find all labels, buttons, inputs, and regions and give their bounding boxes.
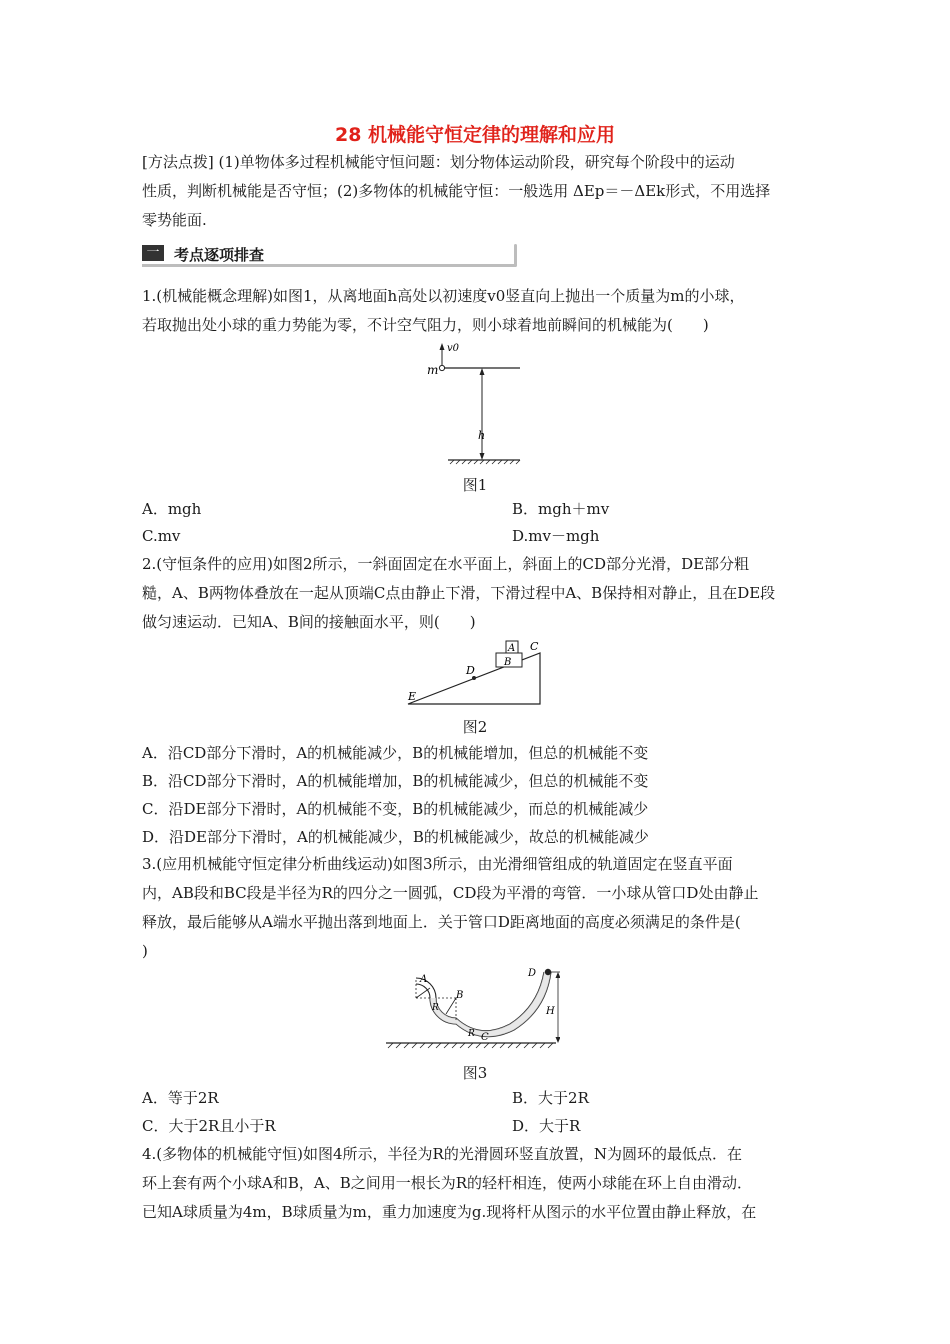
q1-line-2: 若取抛出处小球的重力势能为零，不计空气阻力，则小球着地前瞬间的机械能为( )	[142, 316, 709, 334]
fig3-label-r2: R	[468, 1029, 475, 1039]
question-4-text	[142, 1140, 812, 1227]
q3-line-1: 3.(应用机械能守恒定律分析曲线运动)如图3所示，由光滑细管组成的轨道固定在竖直平面	[142, 855, 733, 873]
intro-line-2: 性质，判断机械能是否守恒；(2)多物体的机械能守恒：一般选用 ΔEp＝－ΔEk形式，不用选择	[142, 182, 771, 200]
fig3-label-c: C	[481, 1032, 489, 1043]
fig3-label-d: D	[528, 968, 537, 979]
q4-line-1: 4.(多物体的机械能守恒)如图4所示，半径为R的光滑圆环竖直放置，N为圆环的最低点．在	[142, 1145, 742, 1163]
section-rule	[142, 264, 516, 267]
q3-line-4: )	[142, 942, 148, 960]
q1-option-d[interactable]: D.mv－mgh	[512, 527, 600, 545]
figure-1-caption: 图1	[462, 476, 488, 494]
figure-2	[400, 636, 550, 710]
q1-option-c[interactable]: C.mv	[142, 527, 181, 545]
section-number: 一	[142, 245, 164, 261]
question-2-text	[142, 550, 812, 637]
q1-option-b[interactable]: B．mgh＋mv	[512, 500, 610, 518]
page-title: 28 机械能守恒定律的理解和应用	[334, 124, 616, 146]
q4-line-3: 已知A球质量为4m，B球质量为m，重力加速度为g.现将杆从图示的水平位置由静止释放，在	[142, 1203, 757, 1221]
q3-option-b[interactable]: B．大于2R	[512, 1089, 589, 1107]
fig2-label-e: E	[408, 690, 417, 703]
q2-option-a[interactable]: A．沿CD部分下滑时，A的机械能减少，B的机械能增加，但总的机械能不变	[142, 744, 649, 762]
intro-line-1: [方法点拨] (1)单物体多过程机械能守恒问题：划分物体运动阶段，研究每个阶段中的运动	[142, 153, 735, 171]
q2-line-2: 糙，A、B两物体叠放在一起从顶端C点由静止下滑，下滑过程中A、B保持相对静止，且在DE段	[142, 584, 776, 602]
section-rule-end	[514, 244, 517, 267]
q2-option-b[interactable]: B．沿CD部分下滑时，A的机械能增加，B的机械能减少，但总的机械能不变	[142, 772, 649, 790]
fig3-label-r1: R	[432, 1003, 439, 1013]
q1-option-a[interactable]: A．mgh	[142, 500, 202, 518]
figure-3-caption: 图3	[462, 1064, 488, 1082]
intro-line-3: 零势能面.	[142, 211, 207, 229]
fig3-label-h: H	[546, 1006, 555, 1017]
fig1-velocity-label: v0	[447, 343, 460, 354]
question-3-text	[142, 850, 812, 966]
figure-2-caption: 图2	[462, 718, 488, 736]
q3-line-2: 内，AB段和BC段是半径为R的四分之一圆弧，CD段为平滑的弯管．一小球从管口D处由静止	[142, 884, 759, 902]
fig1-mass-label: m	[427, 363, 439, 377]
q1-line-1: 1.(机械能概念理解)如图1，从离地面h高处以初速度v0竖直向上抛出一个质量为m的小球，	[142, 287, 745, 305]
figure-3	[380, 962, 560, 1054]
fig2-label-d: D	[466, 664, 475, 677]
figure-1	[420, 335, 530, 465]
q3-line-3: 释放，最后能够从A端水平抛出落到地面上．关于管口D距离地面的高度必须满足的条件是(	[142, 913, 741, 931]
fig2-label-a: A	[508, 643, 516, 654]
q3-option-a[interactable]: A．等于2R	[142, 1089, 219, 1107]
q2-line-1: 2.(守恒条件的应用)如图2所示，一斜面固定在水平面上，斜面上的CD部分光滑，DE部分粗	[142, 555, 750, 573]
q3-option-c[interactable]: C．大于2R且小于R	[142, 1117, 276, 1135]
fig3-label-a: A	[420, 974, 428, 985]
q2-option-c[interactable]: C．沿DE部分下滑时，A的机械能不变，B的机械能减少，而总的机械能减少	[142, 800, 649, 818]
q3-option-d[interactable]: D．大于R	[512, 1117, 581, 1135]
section-header	[142, 240, 518, 266]
section-label: 考点逐项排查	[174, 246, 265, 264]
question-1-text	[142, 282, 812, 340]
fig2-label-c: C	[530, 640, 539, 653]
q2-option-d[interactable]: D．沿DE部分下滑时，A的机械能减少，B的机械能减少，故总的机械能减少	[142, 828, 649, 846]
fig3-label-b: B	[456, 990, 464, 1001]
fig3-ground-hatch	[388, 1043, 553, 1048]
method-intro	[142, 148, 812, 235]
fig2-label-b: B	[504, 657, 512, 668]
q4-line-2: 环上套有两个小球A和B，A、B之间用一根长为R的轻杆相连，使两小球能在环上自由滑动．	[142, 1174, 753, 1192]
q2-line-3: 做匀速运动．已知A、B间的接触面水平，则( )	[142, 613, 476, 631]
fig1-height-label: h	[478, 429, 486, 442]
fig1-ground-hatch	[450, 460, 520, 464]
